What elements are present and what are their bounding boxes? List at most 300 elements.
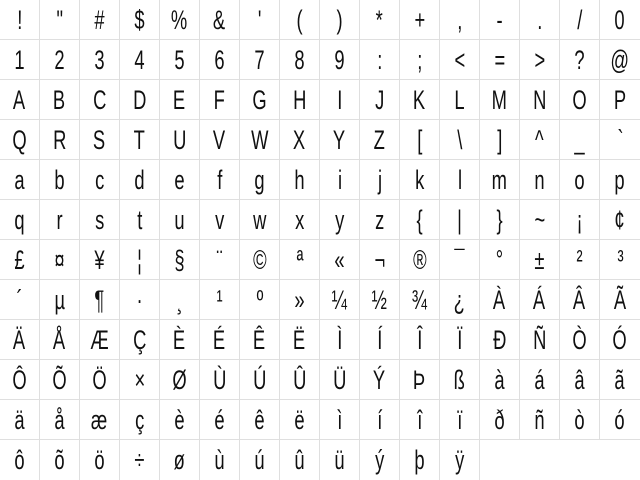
glyph-cell[interactable]	[520, 0, 560, 40]
glyph-row	[0, 400, 640, 440]
glyph-cell[interactable]	[480, 40, 520, 80]
glyph-cell[interactable]	[560, 200, 600, 240]
glyph-char: t	[136, 204, 143, 235]
glyph-char: Ä	[13, 324, 26, 355]
glyph-char: ð	[494, 404, 505, 435]
glyph-cell[interactable]	[360, 40, 400, 80]
glyph-cell[interactable]	[120, 240, 160, 280]
glyph-char: ï	[456, 404, 463, 435]
glyph-char: Ë	[293, 324, 306, 355]
glyph-char: ;	[416, 44, 423, 75]
glyph-char: ©	[252, 244, 267, 275]
glyph-cell[interactable]	[360, 440, 400, 480]
glyph-char: `	[616, 124, 624, 155]
glyph-cell[interactable]	[560, 80, 600, 120]
glyph-char: ¸	[176, 284, 183, 315]
glyph-char: ·	[136, 284, 143, 315]
glyph-cell[interactable]	[560, 0, 600, 40]
glyph-cell[interactable]	[360, 360, 400, 400]
glyph-char: 7	[254, 44, 265, 75]
glyph-cell[interactable]	[520, 360, 560, 400]
glyph-cell[interactable]	[600, 160, 640, 200]
glyph-char: ÿ	[454, 445, 465, 475]
glyph-cell[interactable]	[360, 240, 400, 280]
glyph-char: É	[213, 324, 226, 355]
glyph-cell[interactable]	[600, 240, 640, 280]
glyph-cell[interactable]	[80, 80, 120, 120]
glyph-cell[interactable]	[160, 360, 200, 400]
glyph-cell[interactable]	[280, 360, 320, 400]
glyph-cell[interactable]	[280, 320, 320, 360]
glyph-char: w	[252, 204, 267, 235]
glyph-char: Å	[53, 324, 66, 355]
glyph-cell[interactable]	[240, 320, 280, 360]
glyph-cell[interactable]	[120, 200, 160, 240]
glyph-cell[interactable]	[280, 80, 320, 120]
glyph-char: s	[94, 204, 105, 235]
glyph-row	[0, 320, 640, 360]
glyph-cell[interactable]	[120, 80, 160, 120]
glyph-cell[interactable]	[0, 320, 40, 360]
glyph-char: :	[376, 44, 383, 75]
glyph-cell[interactable]	[280, 40, 320, 80]
glyph-cell[interactable]	[200, 200, 240, 240]
glyph-cell[interactable]	[400, 120, 440, 160]
glyph-cell[interactable]	[40, 320, 80, 360]
glyph-char: }	[496, 204, 503, 235]
glyph-cell[interactable]	[400, 280, 440, 320]
glyph-cell[interactable]	[600, 200, 640, 240]
glyph-char: \	[456, 124, 463, 155]
glyph-cell[interactable]	[400, 360, 440, 400]
glyph-char: Þ	[413, 364, 426, 395]
glyph-cell[interactable]	[80, 440, 120, 480]
glyph-cell[interactable]	[480, 400, 520, 440]
glyph-cell[interactable]	[200, 400, 240, 440]
glyph-char: é	[214, 404, 225, 435]
glyph-cell[interactable]	[0, 280, 40, 320]
glyph-char: R	[52, 124, 67, 155]
glyph-char: B	[53, 84, 66, 115]
glyph-cell[interactable]	[360, 320, 400, 360]
glyph-char: E	[173, 84, 186, 115]
glyph-row	[0, 200, 640, 240]
glyph-char: A	[13, 84, 26, 115]
glyph-char: <	[454, 44, 465, 75]
glyph-cell[interactable]	[40, 0, 80, 40]
glyph-cell[interactable]	[360, 160, 400, 200]
glyph-cell[interactable]	[480, 80, 520, 120]
glyph-cell[interactable]	[600, 40, 640, 80]
glyph-cell[interactable]	[440, 120, 480, 160]
glyph-char: /	[576, 4, 583, 35]
glyph-cell[interactable]	[480, 160, 520, 200]
glyph-cell[interactable]	[320, 160, 360, 200]
glyph-char: 6	[214, 44, 225, 75]
glyph-cell[interactable]	[0, 360, 40, 400]
glyph-cell[interactable]	[0, 120, 40, 160]
glyph-char: a	[14, 164, 25, 195]
glyph-char: n	[534, 164, 545, 195]
glyph-cell[interactable]	[80, 120, 120, 160]
glyph-cell[interactable]	[0, 240, 40, 280]
glyph-char: >	[534, 44, 545, 75]
glyph-cell[interactable]	[320, 120, 360, 160]
glyph-cell[interactable]	[160, 160, 200, 200]
glyph-cell[interactable]	[520, 240, 560, 280]
glyph-cell[interactable]	[440, 240, 480, 280]
glyph-cell[interactable]	[200, 440, 240, 480]
glyph-cell[interactable]	[400, 200, 440, 240]
glyph-char: b	[54, 164, 65, 195]
glyph-cell[interactable]	[200, 360, 240, 400]
glyph-char: *	[375, 4, 384, 35]
glyph-cell[interactable]	[160, 40, 200, 80]
glyph-char: ¾	[411, 284, 428, 315]
glyph-cell[interactable]	[520, 280, 560, 320]
glyph-char: ì	[336, 404, 343, 435]
glyph-cell[interactable]	[160, 80, 200, 120]
glyph-char: V	[213, 124, 226, 155]
glyph-cell[interactable]	[40, 160, 80, 200]
glyph-cell[interactable]	[480, 120, 520, 160]
glyph-cell[interactable]	[400, 320, 440, 360]
glyph-cell[interactable]	[560, 320, 600, 360]
glyph-cell[interactable]	[240, 400, 280, 440]
glyph-cell[interactable]	[600, 360, 640, 400]
glyph-char: J	[374, 84, 385, 115]
glyph-cell[interactable]	[280, 120, 320, 160]
glyph-char: 2	[54, 44, 65, 75]
glyph-cell[interactable]	[320, 440, 360, 480]
glyph-cell[interactable]	[0, 200, 40, 240]
glyph-cell[interactable]	[0, 0, 40, 40]
glyph-cell[interactable]	[200, 240, 240, 280]
glyph-cell[interactable]	[560, 240, 600, 280]
glyph-char: C	[92, 84, 107, 115]
glyph-cell[interactable]	[480, 0, 520, 40]
glyph-char: ]	[496, 124, 503, 155]
glyph-cell[interactable]	[360, 80, 400, 120]
glyph-cell[interactable]	[600, 120, 640, 160]
glyph-cell[interactable]	[200, 40, 240, 80]
glyph-char: L	[454, 84, 465, 115]
glyph-cell[interactable]	[360, 120, 400, 160]
glyph-cell[interactable]	[440, 280, 480, 320]
glyph-cell[interactable]	[280, 440, 320, 480]
empty-area	[480, 440, 640, 480]
glyph-char: Ã	[613, 284, 627, 315]
glyph-cell[interactable]	[320, 360, 360, 400]
glyph-cell[interactable]	[480, 280, 520, 320]
glyph-cell[interactable]	[360, 200, 400, 240]
glyph-char: ~	[534, 204, 545, 235]
glyph-cell[interactable]	[80, 360, 120, 400]
glyph-char: W	[250, 124, 269, 155]
glyph-cell[interactable]	[480, 360, 520, 400]
glyph-cell[interactable]	[40, 360, 80, 400]
glyph-cell[interactable]	[320, 0, 360, 40]
glyph-char: £	[14, 244, 25, 275]
glyph-cell[interactable]	[0, 400, 40, 440]
glyph-cell[interactable]	[440, 200, 480, 240]
glyph-char: Æ	[90, 324, 109, 355]
glyph-cell[interactable]	[360, 280, 400, 320]
glyph-char: =	[494, 44, 505, 75]
glyph-cell[interactable]	[80, 0, 120, 40]
glyph-char: %	[171, 4, 188, 35]
glyph-cell[interactable]	[200, 280, 240, 320]
glyph-cell[interactable]	[80, 200, 120, 240]
glyph-cell[interactable]	[80, 320, 120, 360]
glyph-cell[interactable]	[0, 40, 40, 80]
glyph-char: .	[536, 4, 543, 35]
glyph-cell[interactable]	[160, 120, 200, 160]
glyph-cell[interactable]	[320, 80, 360, 120]
glyph-cell[interactable]	[600, 320, 640, 360]
glyph-cell[interactable]	[520, 80, 560, 120]
glyph-cell[interactable]	[560, 280, 600, 320]
glyph-char: æ	[91, 404, 108, 435]
glyph-char: Ð	[492, 324, 507, 355]
glyph-char: Y	[333, 124, 346, 155]
glyph-char: )	[336, 4, 343, 35]
glyph-char: ô	[14, 445, 25, 475]
glyph-cell[interactable]	[480, 200, 520, 240]
glyph-cell[interactable]	[0, 80, 40, 120]
glyph-char: ²	[576, 244, 583, 275]
glyph-cell[interactable]	[280, 400, 320, 440]
glyph-cell[interactable]	[40, 400, 80, 440]
glyph-cell[interactable]	[120, 120, 160, 160]
glyph-char: c	[94, 164, 105, 195]
glyph-char: p	[614, 164, 626, 195]
glyph-cell[interactable]	[40, 120, 80, 160]
glyph-cell[interactable]	[240, 200, 280, 240]
glyph-char: â	[574, 364, 585, 395]
glyph-char: ò	[574, 404, 585, 435]
glyph-cell[interactable]	[320, 200, 360, 240]
glyph-cell[interactable]	[160, 440, 200, 480]
glyph-cell[interactable]	[600, 280, 640, 320]
glyph-char: ñ	[534, 404, 545, 435]
glyph-cell[interactable]	[200, 0, 240, 40]
glyph-cell[interactable]	[280, 240, 320, 280]
glyph-char: F	[213, 84, 226, 115]
glyph-cell[interactable]	[400, 440, 440, 480]
glyph-cell[interactable]	[440, 400, 480, 440]
glyph-cell[interactable]	[440, 40, 480, 80]
glyph-cell[interactable]	[200, 320, 240, 360]
glyph-char: ä	[14, 404, 25, 435]
glyph-cell[interactable]	[560, 360, 600, 400]
glyph-cell[interactable]	[200, 160, 240, 200]
glyph-char: d	[134, 164, 145, 195]
glyph-cell[interactable]	[520, 320, 560, 360]
glyph-cell[interactable]	[120, 440, 160, 480]
glyph-char: Ú	[252, 364, 267, 395]
glyph-char: j	[377, 164, 382, 195]
glyph-char: ®	[412, 244, 427, 275]
glyph-cell[interactable]	[280, 200, 320, 240]
glyph-cell[interactable]	[440, 0, 480, 40]
glyph-cell[interactable]	[240, 240, 280, 280]
glyph-char: ë	[294, 404, 305, 435]
glyph-cell[interactable]	[320, 240, 360, 280]
glyph-cell[interactable]	[160, 0, 200, 40]
glyph-cell[interactable]	[120, 40, 160, 80]
glyph-cell[interactable]	[0, 160, 40, 200]
glyph-char: Ù	[212, 364, 227, 395]
glyph-char: û	[294, 445, 305, 475]
glyph-cell[interactable]	[80, 240, 120, 280]
glyph-char: Î	[416, 324, 423, 355]
glyph-cell[interactable]	[240, 0, 280, 40]
glyph-char: @	[610, 44, 630, 75]
glyph-cell[interactable]	[200, 120, 240, 160]
glyph-char: À	[493, 284, 506, 315]
glyph-cell[interactable]	[520, 400, 560, 440]
glyph-char: ×	[134, 364, 145, 395]
glyph-cell[interactable]	[40, 40, 80, 80]
glyph-char: º	[256, 284, 263, 315]
glyph-cell[interactable]	[440, 440, 480, 480]
glyph-cell[interactable]	[120, 360, 160, 400]
glyph-cell[interactable]	[400, 80, 440, 120]
glyph-char: á	[534, 364, 545, 395]
glyph-char: S	[93, 124, 106, 155]
glyph-cell[interactable]	[520, 40, 560, 80]
glyph-cell[interactable]	[240, 80, 280, 120]
glyph-cell[interactable]	[80, 280, 120, 320]
glyph-cell[interactable]	[440, 360, 480, 400]
glyph-char: ó	[614, 404, 626, 435]
glyph-char: l	[457, 164, 462, 195]
glyph-cell[interactable]	[600, 80, 640, 120]
glyph-cell[interactable]	[240, 280, 280, 320]
glyph-cell[interactable]	[80, 400, 120, 440]
glyph-cell[interactable]	[280, 280, 320, 320]
glyph-char: K	[413, 84, 426, 115]
glyph-cell[interactable]	[240, 120, 280, 160]
glyph-cell[interactable]	[560, 40, 600, 80]
glyph-cell[interactable]	[40, 440, 80, 480]
glyph-cell[interactable]	[120, 320, 160, 360]
glyph-row	[0, 80, 640, 120]
glyph-cell[interactable]	[40, 200, 80, 240]
glyph-char: Ò	[572, 324, 587, 355]
glyph-char: 0	[614, 4, 626, 35]
glyph-char: u	[174, 204, 185, 235]
glyph-char: Â	[573, 284, 586, 315]
glyph-cell[interactable]	[400, 0, 440, 40]
glyph-char: 9	[334, 44, 345, 75]
glyph-char: Ñ	[532, 324, 547, 355]
glyph-cell[interactable]	[200, 80, 240, 120]
glyph-cell[interactable]	[520, 160, 560, 200]
glyph-char: ý	[374, 445, 385, 475]
glyph-char: H	[292, 84, 307, 115]
glyph-cell[interactable]	[160, 400, 200, 440]
glyph-cell[interactable]	[160, 320, 200, 360]
glyph-char: í	[376, 404, 383, 435]
glyph-cell[interactable]	[120, 400, 160, 440]
glyph-cell[interactable]	[360, 0, 400, 40]
glyph-cell[interactable]	[520, 120, 560, 160]
glyph-cell[interactable]	[400, 40, 440, 80]
glyph-char: !	[16, 4, 23, 35]
glyph-char: ç	[134, 404, 145, 435]
glyph-cell[interactable]	[320, 40, 360, 80]
glyph-cell[interactable]	[160, 240, 200, 280]
glyph-cell[interactable]	[240, 360, 280, 400]
glyph-cell[interactable]	[400, 240, 440, 280]
glyph-cell[interactable]	[480, 320, 520, 360]
glyph-char: ?	[574, 44, 585, 75]
glyph-char: 4	[134, 44, 145, 75]
glyph-cell[interactable]	[400, 160, 440, 200]
glyph-cell[interactable]	[240, 160, 280, 200]
glyph-cell[interactable]	[240, 40, 280, 80]
glyph-cell[interactable]	[280, 0, 320, 40]
glyph-char: k	[414, 164, 425, 195]
glyph-char: q	[14, 204, 25, 235]
glyph-char: ³	[616, 244, 624, 275]
glyph-cell[interactable]	[320, 400, 360, 440]
glyph-cell[interactable]	[600, 0, 640, 40]
glyph-cell[interactable]	[120, 280, 160, 320]
glyph-char: þ	[414, 445, 425, 475]
glyph-cell[interactable]	[240, 440, 280, 480]
glyph-row	[0, 360, 640, 400]
glyph-char: _	[574, 124, 585, 155]
glyph-cell[interactable]	[560, 160, 600, 200]
glyph-char: Ó	[612, 324, 628, 355]
glyph-cell[interactable]	[560, 120, 600, 160]
glyph-cell[interactable]	[440, 320, 480, 360]
glyph-cell[interactable]	[0, 440, 40, 480]
glyph-cell[interactable]	[520, 200, 560, 240]
glyph-cell[interactable]	[40, 280, 80, 320]
glyph-cell[interactable]	[320, 320, 360, 360]
glyph-row	[0, 120, 640, 160]
glyph-char: [	[416, 124, 423, 155]
glyph-char: ü	[334, 445, 345, 475]
glyph-cell[interactable]	[120, 160, 160, 200]
glyph-cell[interactable]	[160, 200, 200, 240]
glyph-cell[interactable]	[480, 240, 520, 280]
glyph-char: (	[296, 4, 303, 35]
glyph-cell[interactable]	[80, 40, 120, 80]
glyph-cell[interactable]	[320, 280, 360, 320]
glyph-char: h	[294, 164, 305, 195]
glyph-char: G	[252, 84, 267, 115]
glyph-cell[interactable]	[280, 160, 320, 200]
glyph-cell[interactable]	[560, 400, 600, 440]
glyph-cell[interactable]	[120, 0, 160, 40]
glyph-char: &	[213, 4, 226, 35]
glyph-cell[interactable]	[360, 400, 400, 440]
glyph-cell[interactable]	[40, 240, 80, 280]
glyph-cell[interactable]	[440, 80, 480, 120]
glyph-cell[interactable]	[160, 280, 200, 320]
glyph-cell[interactable]	[80, 160, 120, 200]
glyph-cell[interactable]	[440, 160, 480, 200]
glyph-cell[interactable]	[40, 80, 80, 120]
glyph-char: ú	[254, 445, 265, 475]
glyph-cell[interactable]	[600, 400, 640, 440]
glyph-cell[interactable]	[400, 400, 440, 440]
